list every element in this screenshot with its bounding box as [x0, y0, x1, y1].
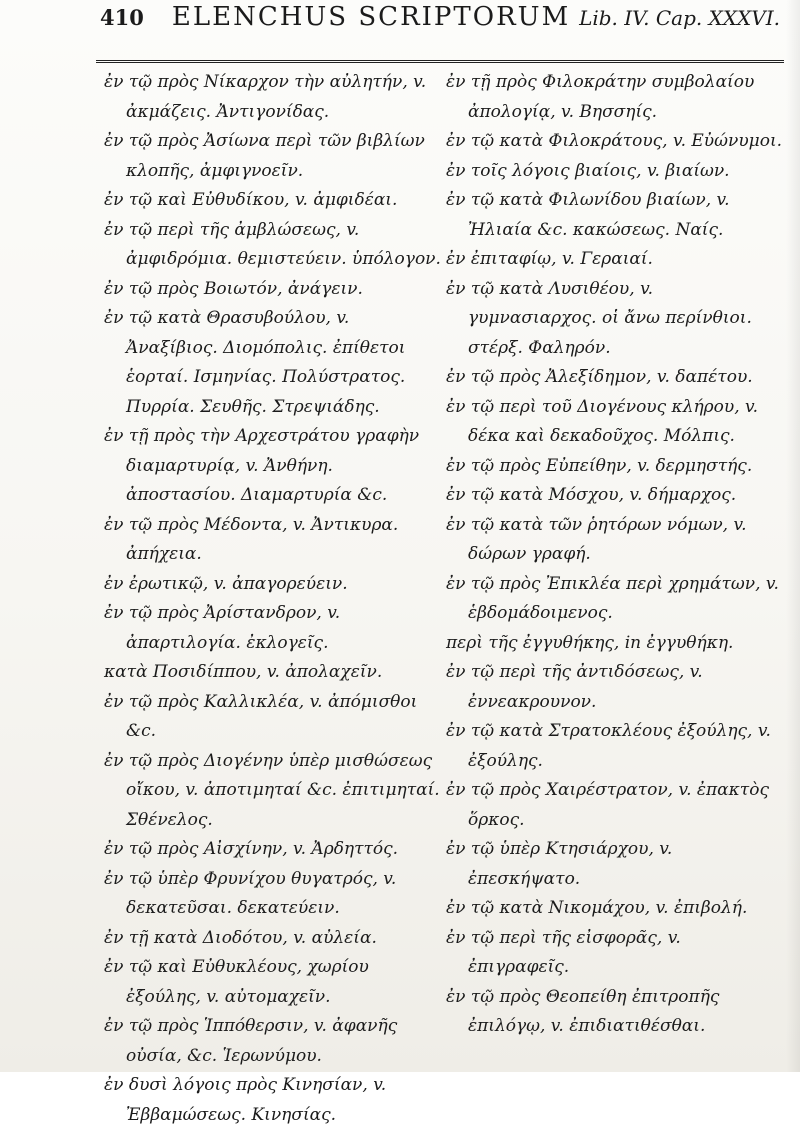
- citation-entry: ἐν τῷ ὑπὲρ Κτησιάρχου, v. ἐπεσκήψατο.: [446, 839, 673, 889]
- citation-entry: ἐν τοῖς λόγοις βιαίοις, v. βιαίων.: [446, 160, 730, 181]
- page-header: [100, 2, 780, 60]
- citation-entry: ἐν τῷ κατὰ Στρατοκλέους ἐξούλης, v. ἐξούλης.: [446, 721, 771, 771]
- citation-entry: ἐν τῷ πρὸς Διογένην ὑπὲρ μισθώσεως οἴκου, v. ἀποτιμηταί &c. ἐπιτιμηταί. Σθένελος.: [104, 750, 440, 830]
- citation-entry: κατὰ Ποσιδίππου, v. ἀπολαχεῖν.: [104, 662, 383, 682]
- citation-entry: ἐν τῷ πρὸς Αἰσχίνην, v. Ἀρδηττός.: [104, 839, 399, 859]
- citation-entry: ἐν τῷ καὶ Εὐθυκλέους, χωρίου ἐξούλης, v. αὐτομαχεῖν.: [104, 957, 369, 1007]
- citation-entry: ἐν δυσὶ λόγοις πρὸς Κινησίαν, v. Ἐββαμώσεως. Κινησίας.: [104, 1075, 387, 1125]
- citation-entry: ἐν τῷ περὶ τῆς ἀντιδόσεως, v. ἐννεακρουνον.: [446, 662, 703, 712]
- citation-entry: ἐν τῇ πρὸς τὴν Αρχεστράτου γραφὴν διαμαρτυρίᾳ, v. Ἀνθήνη. ἀποστασίου. Διαμαρτυρία &c.: [104, 426, 420, 505]
- citation-entry: ἐν τῷ πρὸς Ἀλεξίδημον, v. δαπέτου.: [446, 367, 753, 387]
- section-reference: Lib. IV. Cap. XXXVI.: [579, 6, 780, 30]
- running-title: ELENCHUS SCRIPTORUM: [171, 2, 571, 32]
- citation-entry: ἐν ἐρωτικῷ, v. ἀπαγορεύειν.: [104, 573, 348, 594]
- citation-entry: ἐν τῷ κατὰ Νικομάχου, v. ἐπιβολή.: [446, 898, 748, 918]
- right-column: [446, 68, 784, 1042]
- citation-entry: ἐν τῷ περὶ τοῦ Διογένους κλήρου, v. δέκα καὶ δεκαδοῦχος. Μόλπις.: [446, 396, 759, 446]
- citation-entry: ἐν τῷ πρὸς Βοιωτόν, ἀνάγειν.: [104, 278, 363, 299]
- citation-entry: ἐν τῷ κατὰ Φιλωνίδου βιαίων, v. Ἠλιαία &c. κακώσεως. Ναίς.: [446, 190, 730, 240]
- citation-entry: ἐν τῷ πρὸς Μέδοντα, v. Ἀντικυρα. ἀπήχεια.: [104, 514, 399, 564]
- citation-entry: ἐν τῷ περὶ τῆς εἰσφορᾶς, v. ἐπιγραφεῖς.: [446, 927, 681, 977]
- citation-entry: ἐν τῷ πρὸς Νίκαρχον τὴν αὐλητήν, v. ἀκμάζεις. Ἀντιγονίδας.: [104, 72, 427, 122]
- citation-entry: ἐν τῷ πρὸς Χαιρέστρατον, v. ἐπακτὸς ὅρκος.: [446, 780, 769, 830]
- citation-entry: ἐν τῷ πρὸς Ἐπικλέα περὶ χρημάτων, v. ἑβδομάδοιμενος.: [446, 573, 779, 623]
- citation-entry: ἐν τῇ κατὰ Διοδότου, v. αὐλεία.: [104, 927, 377, 948]
- page-number: 410: [100, 5, 144, 30]
- citation-entry: ἐν τῷ περὶ τῆς ἀμβλώσεως, v. ἀμφιδρόμια. θεμιστεύειν. ὑπόλογον.: [104, 219, 441, 269]
- left-column: [104, 68, 442, 1130]
- citation-entry: ἐν τῷ κατὰ Μόσχου, v. δήμαρχος.: [446, 485, 737, 505]
- citation-entry: ἐν τῷ πρὸς Ἀσίωνα περὶ τῶν βιβλίων κλοπῆς, ἀμφιγνοεῖν.: [104, 131, 425, 181]
- citation-entry: ἐν τῷ πρὸς Εὐπείθην, v. δερμηστής.: [446, 455, 753, 476]
- citation-entry: ἐν ἐπιταφίῳ, v. Γεραιαί.: [446, 249, 653, 269]
- citation-entry: ἐν τῷ ὑπὲρ Φρυνίχου θυγατρός, v. δεκατεῦσαι. δεκατεύειν.: [104, 868, 397, 918]
- citation-entry: ἐν τῇ πρὸς Φιλοκράτην συμβολαίου ἀπολογίᾳ, v. Βησσηίς.: [446, 72, 755, 122]
- citation-entry: ἐν τῷ κατὰ Φιλοκράτους, v. Εὐώνυμοι.: [446, 131, 783, 151]
- citation-entry: ἐν τῷ κατὰ Λυσιθέου, v. γυμνασιαρχος. οἱ ἄνω περίνθιοι. στέρξ. Φαληρόν.: [446, 278, 752, 358]
- citation-entry: ἐν τῷ πρὸς Ἱππόθερσιν, v. ἀφανῆς οὐσία, &c. Ἱερωνύμου.: [104, 1016, 398, 1066]
- citation-entry: ἐν τῷ πρὸς Ἀρίστανδρον, v. ἀπαρτιλογία. ἐκλογεῖς.: [104, 603, 341, 653]
- citation-entry: ἐν τῷ καὶ Εὐθυδίκου, v. ἀμφιδέαι.: [104, 190, 398, 210]
- header-rule: [96, 60, 784, 63]
- citation-entry: ἐν τῷ πρὸς Καλλικλέα, v. ἀπόμισθοι &c.: [104, 691, 418, 741]
- citation-entry: ἐν τῷ κατὰ Θρασυβούλου, v. Ἀναξίβιος. Διομόπολις. ἐπίθετοι ἑορταί. Ισμηνίας. Πολύστρατος. Πυρρία. Σευθῆς. Στρεψιάδης.: [104, 308, 406, 417]
- citation-entry: περὶ τῆς ἐγγυθήκης, in ἐγγυθήκη.: [446, 632, 734, 653]
- citation-entry: ἐν τῷ κατὰ τῶν ῥητόρων νόμων, v. δώρων γραφή.: [446, 514, 747, 564]
- page-edge-shadow: [786, 0, 800, 1072]
- citation-entry: ἐν τῷ πρὸς Θεοπείθη ἐπιτροπῆς ἐπιλόγῳ, v. ἐπιδιατιθέσθαι.: [446, 986, 720, 1036]
